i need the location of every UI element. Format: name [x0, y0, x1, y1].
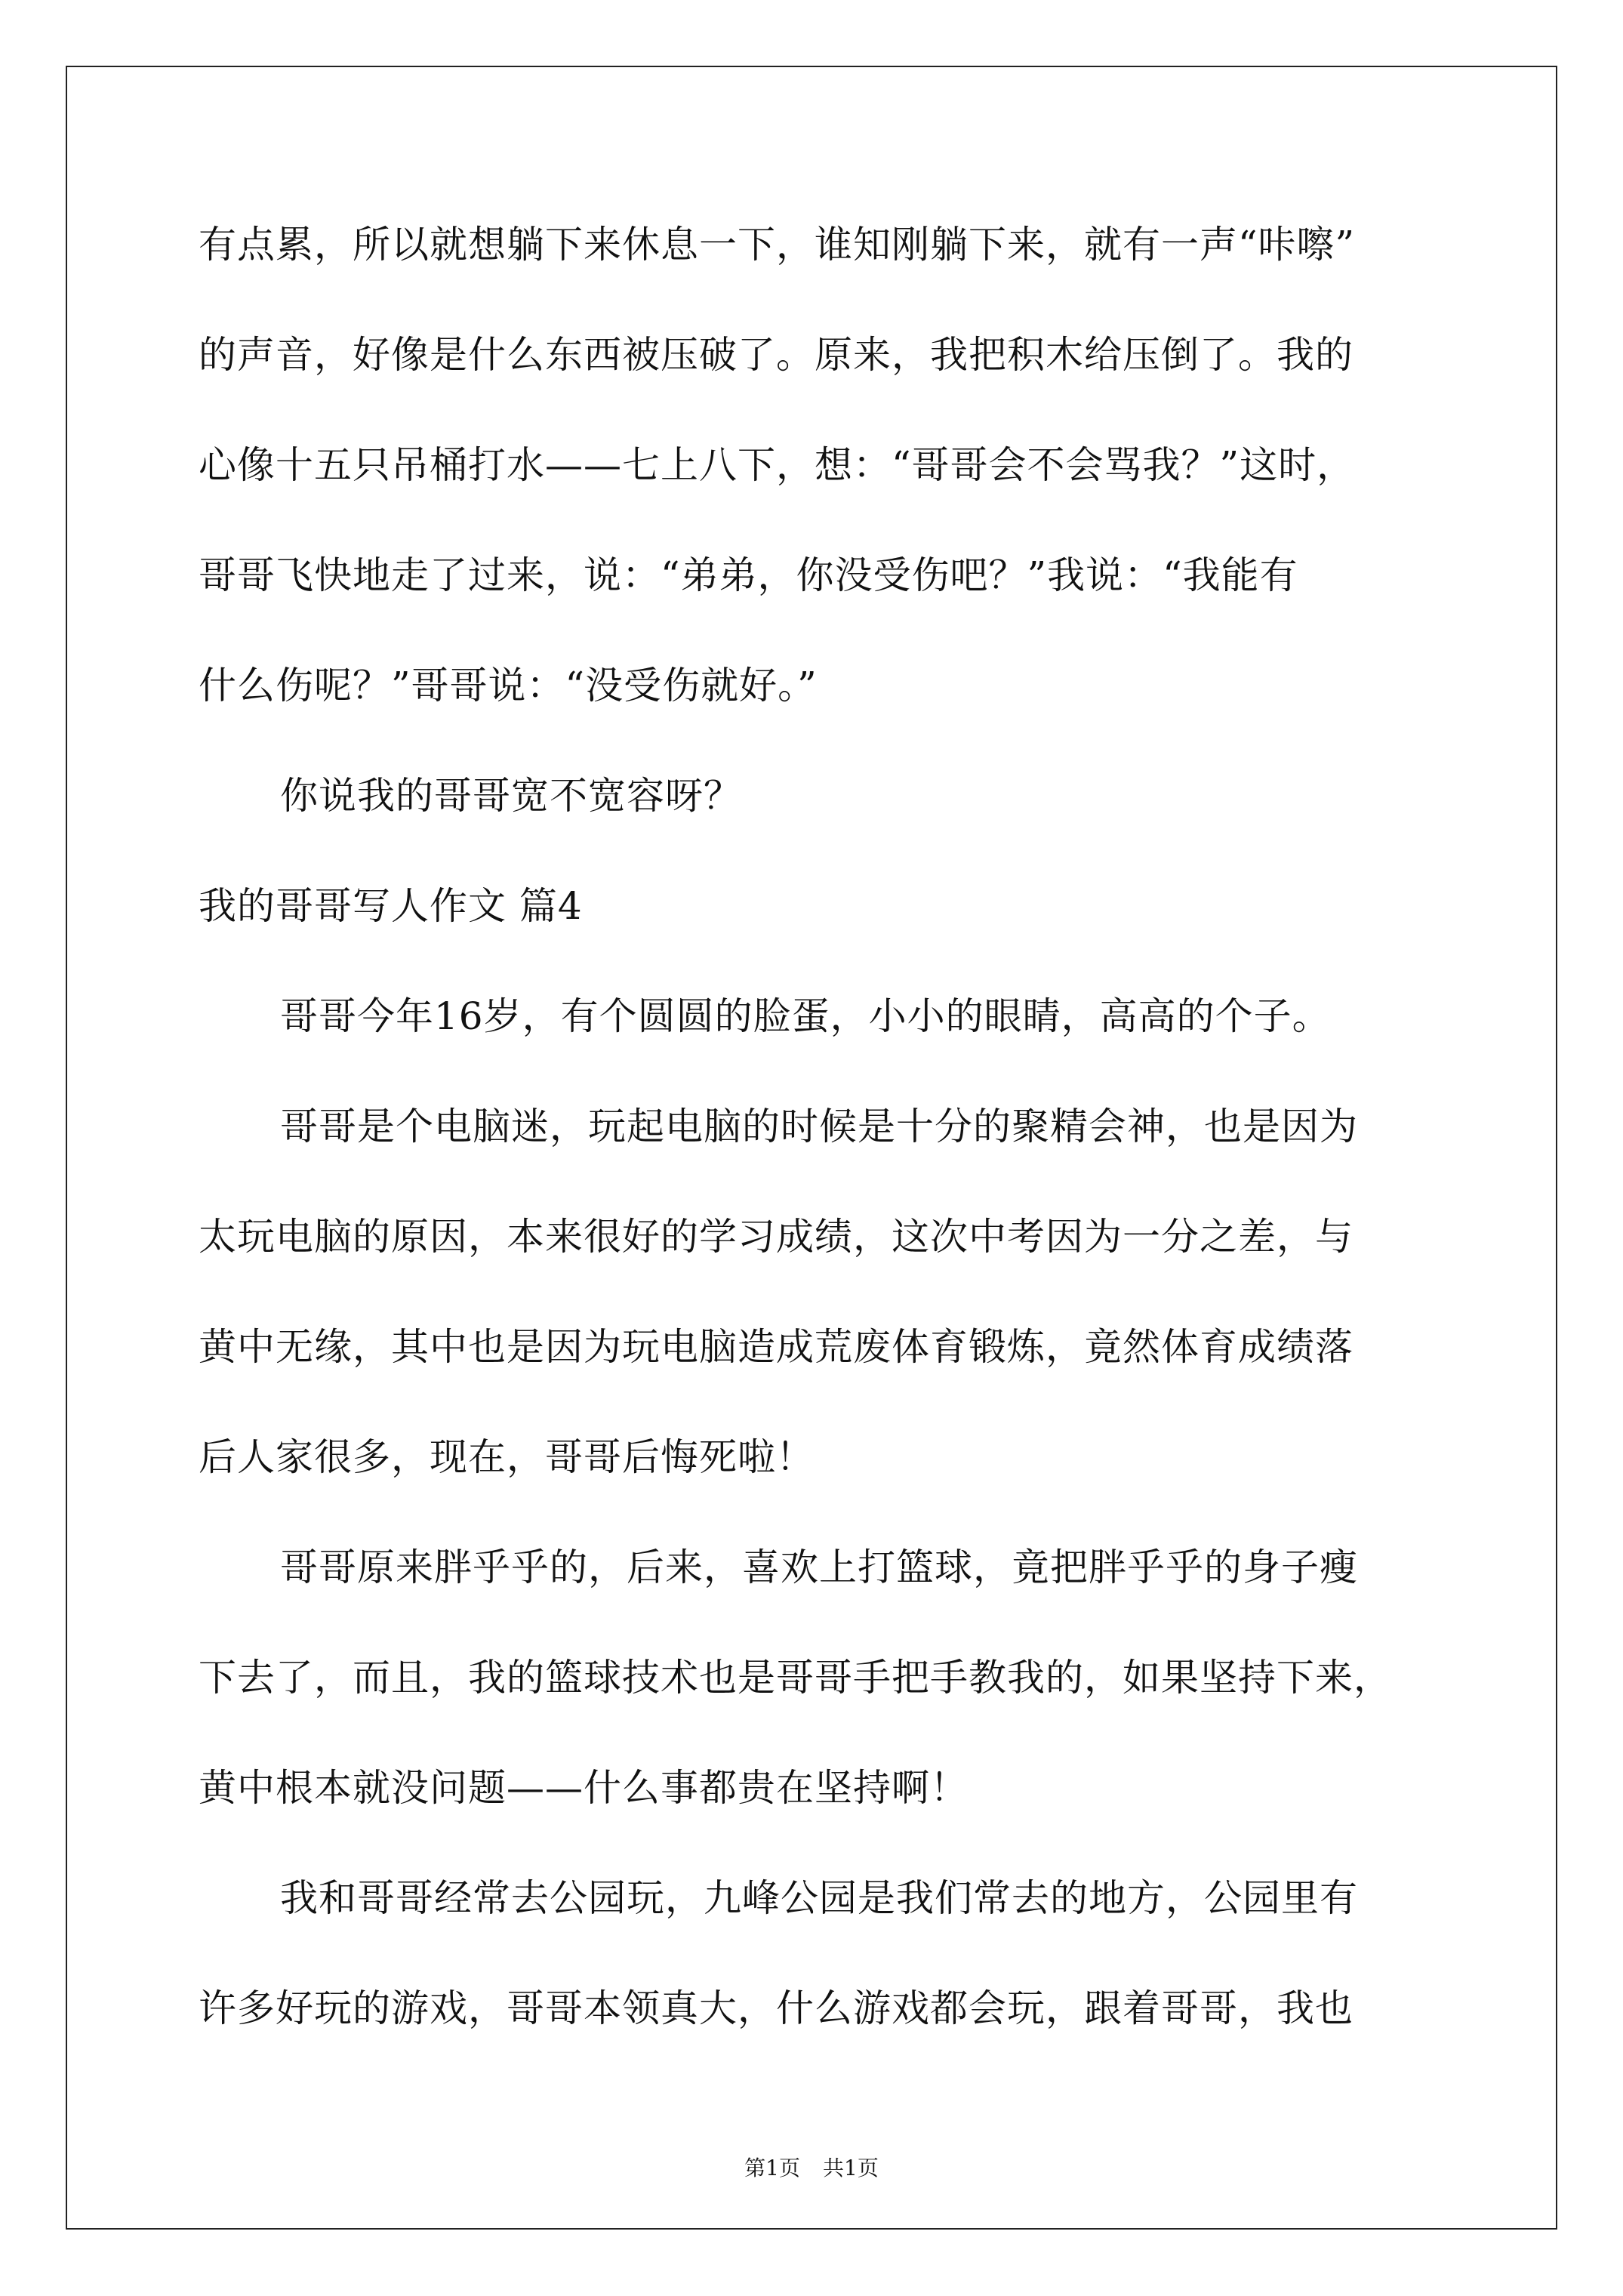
body-line: 黄中无缘，其中也是因为玩电脑造成荒废体育锻炼，竟然体育成绩落 [199, 1325, 1354, 1369]
paragraph-first-line: 哥哥是个电脑迷，玩起电脑的时候是十分的聚精会神，也是因为 [280, 1105, 1358, 1148]
body-line: 许多好玩的游戏，哥哥本领真大，什么游戏都会玩，跟着哥哥，我也 [199, 1986, 1354, 2030]
body-line: 太玩电脑的原因，本来很好的学习成绩，这次中考因为一分之差，与 [199, 1215, 1354, 1259]
paragraph-first-line: 我和哥哥经常去公园玩，九峰公园是我们常去的地方，公园里有 [280, 1876, 1358, 1920]
body-line: 哥哥飞快地走了过来，说：“弟弟，你没受伤吧？”我说：“我能有 [199, 553, 1298, 597]
body-line: 有点累，所以就想躺下来休息一下，谁知刚躺下来，就有一声“咔嚓” [199, 223, 1356, 267]
page-number: 第1页 [744, 2156, 800, 2180]
page-total: 共1页 [823, 2156, 879, 2180]
body-line: 下去了，而且，我的篮球技术也是哥哥手把手教我的，如果坚持下来， [199, 1656, 1392, 1700]
body-line: 的声音，好像是什么东西被压破了。原来，我把积木给压倒了。我的 [199, 333, 1354, 377]
body-line: 黄中根本就没问题——什么事都贵在坚持啊！ [199, 1766, 969, 1810]
page-footer [0, 2155, 1623, 2182]
paragraph-first-line: 你说我的哥哥宽不宽容呀？ [280, 774, 742, 818]
body-line: 后人家很多，现在，哥哥后悔死啦！ [199, 1435, 815, 1479]
paragraph-first-line: 哥哥原来胖乎乎的，后来，喜欢上打篮球，竟把胖乎乎的身子瘦 [280, 1546, 1358, 1589]
body-line: 什么伤呢？”哥哥说：“没受伤就好。” [199, 664, 818, 707]
section-heading: 我的哥哥写人作文 篇4 [199, 884, 583, 928]
body-line: 心像十五只吊桶打水——七上八下，想：“哥哥会不会骂我？”这时， [199, 443, 1356, 487]
paragraph-first-line: 哥哥今年16岁，有个圆圆的脸蛋，小小的眼睛，高高的个子。 [280, 994, 1331, 1038]
